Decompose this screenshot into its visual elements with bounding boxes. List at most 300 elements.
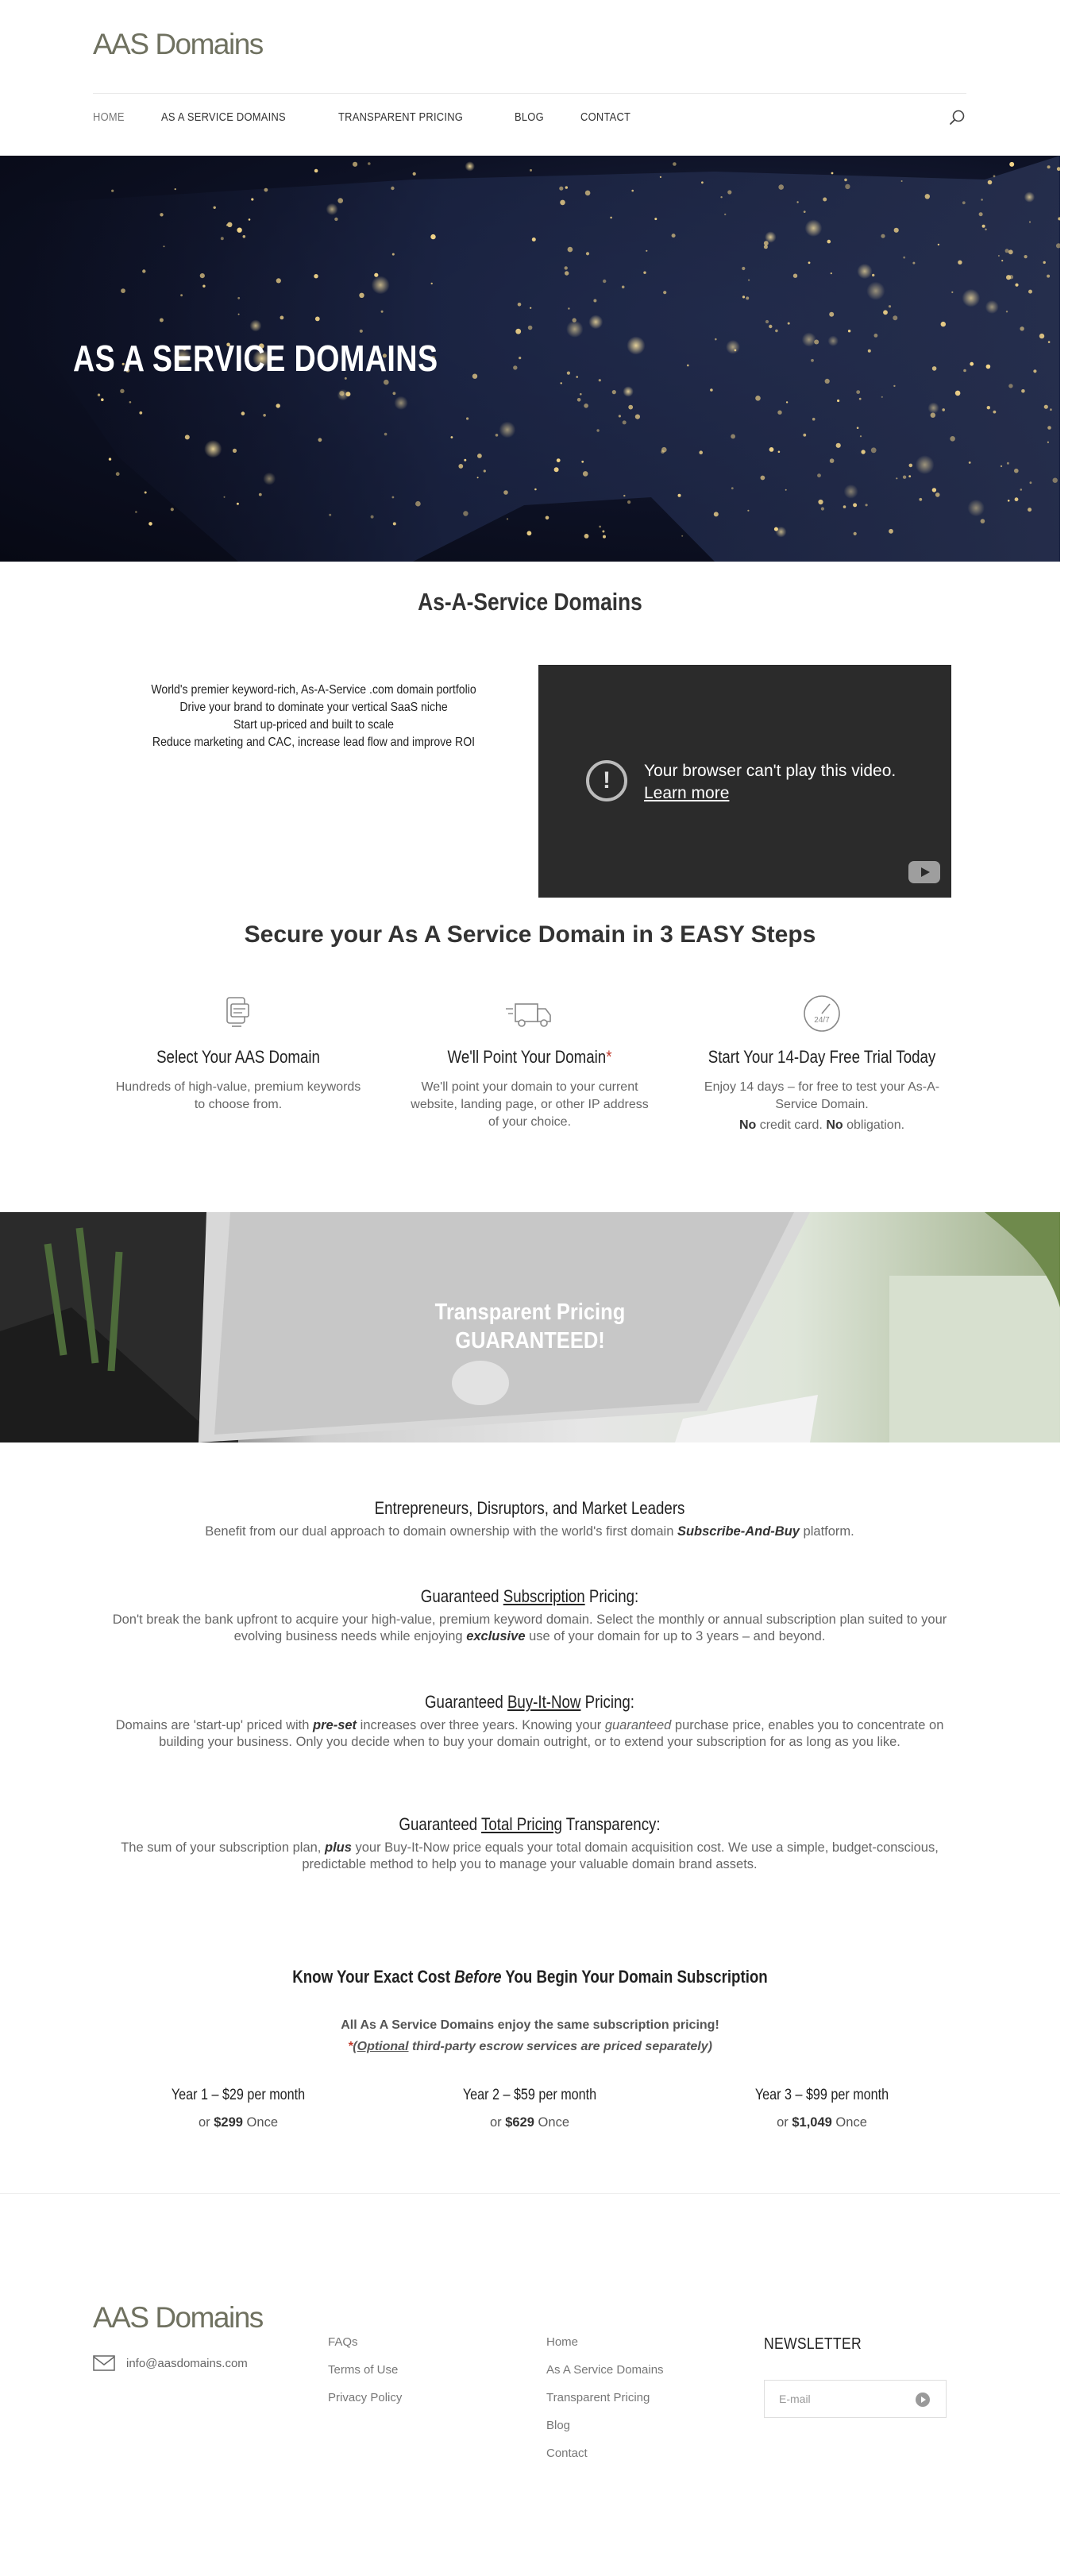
bold-no: No xyxy=(738,1118,757,1132)
tier-price-value: $299 xyxy=(214,2115,243,2130)
footer-links-legal xyxy=(328,2335,402,2419)
city-light-dot xyxy=(856,390,860,394)
delivery-truck-icon xyxy=(504,993,555,1034)
footer-divider xyxy=(0,2193,1060,2194)
intro-bullet: Reduce marketing and CAC, increase lead flow and improve ROI xyxy=(152,736,476,749)
city-light-dot xyxy=(464,459,466,462)
youtube-logo-icon[interactable] xyxy=(908,861,940,883)
city-light-dot xyxy=(919,498,922,501)
pricing-heading xyxy=(159,1586,901,1607)
footer-link-contact[interactable]: Contact xyxy=(546,2447,588,2460)
pricing-banner xyxy=(0,1212,1060,1442)
pricing-text xyxy=(93,1840,966,1873)
city-light-dot xyxy=(785,489,787,491)
city-light-dot xyxy=(415,501,421,507)
city-light-dot xyxy=(334,218,337,221)
city-light-dot xyxy=(746,296,749,299)
city-light-dot xyxy=(1001,260,1003,261)
footer-logo[interactable]: AAS Domains xyxy=(93,2301,263,2334)
video-error-text: Your browser can't play this video. xyxy=(644,762,897,780)
city-light-dot xyxy=(724,214,726,215)
city-light-dot xyxy=(742,267,745,270)
intro-bullet: Start up-priced and built to scale xyxy=(233,718,394,732)
header-divider xyxy=(93,93,966,94)
hero-title: AS A SERVICE DOMAINS xyxy=(73,338,438,379)
city-light-dot xyxy=(775,330,778,333)
city-light-dot xyxy=(585,191,591,196)
city-light-dot xyxy=(889,529,893,534)
city-light-dot xyxy=(1008,500,1010,502)
pricing-heading xyxy=(159,1692,901,1713)
city-light-dot xyxy=(1024,191,1035,202)
city-light-dot xyxy=(643,272,646,274)
steps-title: Secure your As A Service Domain in 3 EASY Steps xyxy=(244,921,816,948)
bold-no: No xyxy=(826,1118,843,1132)
optional-underlined: Optional xyxy=(357,2040,409,2053)
city-light-dot xyxy=(769,325,772,328)
city-light-dot xyxy=(603,535,606,539)
city-light-dot xyxy=(111,190,114,192)
city-light-dot xyxy=(586,252,589,255)
step-text-obligation xyxy=(687,1117,957,1134)
pricing-text-part: Don't break the bank upfront to acquire your high-value, premium keyword domain. Select the monthly or annual subscription plan suited to your evolving business needs while enjoying xyxy=(112,1612,947,1643)
city-light-dot xyxy=(942,408,945,411)
tier-once: Once xyxy=(242,2115,278,2130)
city-light-dot xyxy=(854,532,857,535)
footer-email-link[interactable]: info@aasdomains.com xyxy=(126,2356,248,2370)
tier-once: Once xyxy=(534,2115,569,2130)
city-light-dot xyxy=(264,188,268,192)
envelope-icon xyxy=(93,2355,115,2371)
footer-link-faqs[interactable]: FAQs xyxy=(328,2335,358,2349)
banner-text xyxy=(64,1298,997,1355)
city-light-dot xyxy=(623,386,633,396)
city-light-dot xyxy=(175,188,176,190)
pricing-subscription xyxy=(93,1586,966,1645)
step-select-domain xyxy=(103,993,373,1114)
city-light-dot xyxy=(584,534,589,539)
city-light-dot xyxy=(1053,478,1058,483)
city-light-dot xyxy=(1020,326,1024,330)
city-light-dot xyxy=(672,234,676,238)
city-light-dot xyxy=(619,415,621,417)
city-light-dot xyxy=(1033,369,1036,373)
city-light-dot xyxy=(593,299,596,303)
city-light-dot xyxy=(714,512,719,516)
city-light-dot xyxy=(928,403,939,414)
cost-title-part: You Begin Your Domain Subscription xyxy=(501,1967,768,1987)
city-light-dot xyxy=(635,415,640,419)
footer-link-blog[interactable]: Blog xyxy=(546,2419,571,2432)
city-light-dot xyxy=(796,201,798,203)
city-light-dot xyxy=(1028,290,1032,294)
tier-price xyxy=(703,2115,941,2130)
city-light-dot xyxy=(612,390,616,394)
step-free-trial xyxy=(687,993,957,1134)
city-light-dot xyxy=(534,489,537,491)
city-light-dot xyxy=(477,454,482,458)
city-light-dot xyxy=(413,172,416,176)
newsletter-form xyxy=(764,2380,947,2418)
city-light-dot xyxy=(903,476,906,479)
city-light-dot xyxy=(941,322,946,326)
video-error-message xyxy=(644,760,896,805)
city-light-dot xyxy=(893,315,897,320)
city-light-dot xyxy=(755,396,761,401)
tier-price-value: $1,049 xyxy=(792,2115,832,2130)
city-light-dot xyxy=(1047,275,1050,278)
city-light-dot xyxy=(1044,405,1048,409)
city-light-dot xyxy=(968,500,985,516)
city-light-dot xyxy=(843,505,846,508)
city-light-dot xyxy=(1050,408,1052,411)
newsletter-email-input[interactable] xyxy=(765,2381,908,2417)
city-light-dot xyxy=(1015,497,1019,501)
city-light-dot xyxy=(314,169,318,173)
city-light-dot xyxy=(596,429,599,431)
city-light-dot xyxy=(988,180,993,185)
city-light-dot xyxy=(803,434,806,437)
city-light-dot xyxy=(109,458,111,460)
city-light-dot xyxy=(903,257,905,259)
city-light-dot xyxy=(98,394,100,396)
city-light-dot xyxy=(1014,469,1019,473)
city-light-dot xyxy=(1043,261,1046,264)
heading-underlined: Buy-It-Now xyxy=(507,1692,581,1712)
city-light-dot xyxy=(583,471,588,477)
city-light-dot xyxy=(368,162,371,165)
alert-icon: ! xyxy=(586,760,627,801)
city-light-dot xyxy=(603,280,606,283)
city-light-dot xyxy=(1047,165,1051,168)
city-light-dot xyxy=(938,244,939,245)
city-light-dot xyxy=(233,449,237,453)
city-light-dot xyxy=(836,443,841,448)
city-light-dot xyxy=(384,380,389,385)
city-light-dot xyxy=(925,194,930,199)
city-light-dot xyxy=(472,374,477,379)
city-light-dot xyxy=(568,247,573,253)
step-asterisk: * xyxy=(606,1047,612,1067)
city-light-dot xyxy=(817,473,821,477)
city-light-dot xyxy=(982,225,985,228)
city-light-dot xyxy=(139,411,142,415)
nav-home[interactable]: HOME xyxy=(93,110,125,124)
city-light-dot xyxy=(829,312,834,317)
city-light-dot xyxy=(185,434,190,439)
city-light-dot xyxy=(981,199,983,201)
city-light-dot xyxy=(560,200,565,206)
city-light-dot xyxy=(391,187,394,190)
city-light-dot xyxy=(507,518,508,519)
city-light-dot xyxy=(1005,249,1009,253)
city-light-dot xyxy=(519,357,521,359)
city-light-dot xyxy=(145,492,147,494)
step-text: Enjoy 14 days – for free to test your As-A-Service Domain. xyxy=(704,1080,940,1111)
nav-as-a-service-domains[interactable]: AS A SERVICE DOMAINS xyxy=(161,110,287,124)
city-light-dot xyxy=(1008,384,1012,388)
footer-link-as-a-service-domains[interactable]: As A Service Domains xyxy=(546,2363,664,2377)
city-light-dot xyxy=(599,526,601,528)
city-light-dot xyxy=(764,241,769,245)
city-light-dot xyxy=(241,411,245,415)
city-light-dot xyxy=(238,314,240,315)
city-light-dot xyxy=(565,271,569,275)
city-light-dot xyxy=(916,455,935,474)
city-light-dot xyxy=(848,330,850,332)
nav-contact[interactable]: CONTACT xyxy=(580,110,631,124)
city-light-dot xyxy=(681,535,683,537)
city-light-dot xyxy=(451,436,453,438)
city-light-dot xyxy=(776,527,787,538)
city-light-dot xyxy=(827,240,831,244)
city-light-dot xyxy=(374,273,378,277)
nav-transparent-pricing[interactable]: TRANSPARENT PRICING xyxy=(337,110,463,124)
city-light-dot xyxy=(1028,508,1032,512)
cost-line-part: ( xyxy=(353,2040,357,2053)
city-light-dot xyxy=(1008,249,1013,254)
city-light-dot xyxy=(765,320,769,323)
city-light-dot xyxy=(392,496,395,499)
city-light-dot xyxy=(805,219,823,237)
pricing-text xyxy=(93,1524,966,1540)
pricing-text-part: use of your domain for up to 3 years – and beyond. xyxy=(525,1629,826,1643)
city-light-dot xyxy=(160,213,163,216)
city-light-dot xyxy=(699,450,703,454)
pricing-buy-it-now xyxy=(93,1692,966,1751)
city-light-dot xyxy=(778,184,784,190)
heading-part: Pricing: xyxy=(584,1586,639,1606)
heading-part: Guaranteed xyxy=(424,1692,507,1712)
svg-text:24/7: 24/7 xyxy=(814,1016,830,1025)
city-light-dot xyxy=(1006,311,1008,312)
banner-line-2: GUARANTEED! xyxy=(455,1328,605,1354)
city-light-dot xyxy=(559,187,563,191)
city-light-dot xyxy=(513,365,517,369)
clock-24-7-icon xyxy=(801,993,843,1034)
search-icon[interactable] xyxy=(948,108,967,127)
city-light-dot xyxy=(249,320,261,332)
city-light-dot xyxy=(431,283,433,284)
city-light-dot xyxy=(227,222,232,227)
city-light-dot xyxy=(1048,341,1051,343)
city-light-dot xyxy=(463,511,468,516)
city-light-dot xyxy=(148,522,152,526)
city-light-dot xyxy=(821,507,824,510)
city-light-dot xyxy=(735,350,737,352)
city-light-dot xyxy=(710,388,713,392)
city-light-dot xyxy=(120,389,124,393)
city-light-dot xyxy=(243,235,246,238)
city-light-dot xyxy=(121,288,125,293)
pricing-total xyxy=(93,1814,966,1873)
city-light-dot xyxy=(581,461,584,463)
city-light-dot xyxy=(499,422,516,438)
pricing-text-part: purchase price, enables you to concentrate on building your business. Only you decide when to buy your domain outright, or to extend your subscription for as long as you like. xyxy=(159,1718,944,1749)
cost-title-part: Know Your Exact Cost xyxy=(292,1967,455,1987)
city-light-dot xyxy=(142,269,145,272)
city-light-dot xyxy=(599,379,601,381)
city-light-dot xyxy=(1047,426,1051,430)
city-light-dot xyxy=(214,207,216,209)
learn-more-link[interactable]: Learn more xyxy=(644,784,730,802)
city-light-dot xyxy=(135,511,137,513)
nav-blog[interactable]: BLOG xyxy=(515,110,545,124)
city-light-dot xyxy=(465,161,475,171)
tier-price xyxy=(119,2115,357,2130)
footer-email xyxy=(93,2355,248,2371)
city-light-dot xyxy=(251,198,253,200)
city-light-dot xyxy=(627,500,630,504)
city-light-dot xyxy=(950,436,955,442)
step-text: We'll point your domain to your current website, landing page, or other IP address of your choice. xyxy=(411,1080,649,1129)
city-light-dot xyxy=(720,196,722,198)
pricing-emphasis: plus xyxy=(324,1840,352,1855)
city-light-dot xyxy=(628,405,633,410)
city-light-dot xyxy=(894,228,899,233)
city-light-dot xyxy=(622,286,625,289)
city-light-dot xyxy=(101,398,104,401)
city-light-dot xyxy=(823,198,827,202)
city-light-dot xyxy=(221,237,224,240)
city-light-dot xyxy=(580,393,582,396)
city-light-dot xyxy=(458,464,463,469)
city-light-dot xyxy=(530,169,532,172)
pricing-text-part: increases over three years. Knowing your xyxy=(357,1718,605,1732)
pricing-text-part: Benefit from our dual approach to domain ownership with the world's first domain xyxy=(205,1524,677,1539)
city-light-dot xyxy=(731,434,735,439)
step-heading xyxy=(415,1047,645,1068)
city-light-dot xyxy=(392,253,395,256)
hero-banner xyxy=(0,156,1060,562)
city-light-dot xyxy=(908,475,911,477)
city-light-dot xyxy=(568,307,569,309)
city-light-dot xyxy=(808,261,811,264)
footer-link-privacy[interactable]: Privacy Policy xyxy=(328,2391,403,2404)
tier-price xyxy=(411,2115,649,2130)
city-light-dot xyxy=(747,510,749,512)
city-light-dot xyxy=(963,369,966,373)
embedded-video-player[interactable] xyxy=(538,665,951,898)
city-light-dot xyxy=(610,217,612,219)
city-light-dot xyxy=(567,372,570,375)
city-light-dot xyxy=(588,315,603,329)
tier-or: or xyxy=(198,2115,214,2130)
city-light-dot xyxy=(769,447,774,452)
city-light-dot xyxy=(477,477,479,478)
city-light-dot xyxy=(237,503,239,505)
city-light-dot xyxy=(828,336,839,346)
cost-line-part: third-party escrow services are priced separately) xyxy=(408,2040,712,2053)
city-light-dot xyxy=(314,274,318,278)
city-light-dot xyxy=(748,280,750,281)
city-light-dot xyxy=(515,329,521,334)
heading-underlined: Subscription xyxy=(503,1586,585,1606)
city-light-dot xyxy=(979,212,983,216)
city-light-dot xyxy=(727,190,731,194)
city-light-dot xyxy=(661,450,664,454)
heading-part: Transparency: xyxy=(561,1814,661,1834)
city-light-dot xyxy=(932,488,936,492)
city-light-dot xyxy=(962,289,981,307)
city-light-dot xyxy=(576,376,578,378)
city-light-dot xyxy=(394,396,407,410)
city-light-dot xyxy=(912,262,915,265)
intro-title: As-A-Service Domains xyxy=(418,588,642,616)
city-light-dot xyxy=(360,330,363,333)
city-light-dot xyxy=(660,176,661,178)
tier-or: or xyxy=(777,2115,792,2130)
city-light-dot xyxy=(793,274,797,278)
banner-line-1: Transparent Pricing xyxy=(434,1300,626,1325)
city-light-dot xyxy=(484,469,486,472)
city-light-dot xyxy=(503,490,508,495)
city-light-dot xyxy=(329,514,331,516)
city-light-dot xyxy=(259,493,262,496)
city-light-dot xyxy=(337,198,343,203)
city-light-dot xyxy=(565,266,568,269)
city-light-dot xyxy=(909,464,913,468)
tier-heading: Year 2 – $59 per month xyxy=(462,2087,597,2103)
city-light-dot xyxy=(893,385,895,387)
cost-title-italic: Before xyxy=(454,1967,502,1987)
city-light-dot xyxy=(1006,275,1011,280)
city-light-dot xyxy=(932,366,937,371)
city-light-dot xyxy=(202,285,205,288)
city-light-dot xyxy=(249,218,251,221)
pricing-entrepreneurs xyxy=(93,1498,966,1540)
city-light-dot xyxy=(830,458,835,463)
city-light-dot xyxy=(518,303,522,307)
site-logo[interactable]: AAS Domains xyxy=(93,28,263,60)
intro-bullets xyxy=(142,682,484,751)
city-light-dot xyxy=(129,401,132,404)
city-light-dot xyxy=(237,228,241,233)
city-light-dot xyxy=(701,181,704,183)
city-light-dot xyxy=(318,438,322,442)
price-tier-year-2 xyxy=(411,2087,649,2130)
city-light-dot xyxy=(345,392,350,396)
pricing-text-part: Domains are 'start-up' priced with xyxy=(115,1718,314,1732)
city-light-dot xyxy=(631,190,634,192)
city-light-dot xyxy=(160,319,164,322)
footer-link-terms[interactable]: Terms of Use xyxy=(328,2363,399,2377)
city-light-dot xyxy=(861,450,865,454)
step-heading: Select Your AAS Domain xyxy=(156,1047,320,1067)
city-light-dot xyxy=(998,255,1000,257)
city-light-dot xyxy=(315,317,320,322)
city-light-dot xyxy=(731,487,734,489)
city-light-dot xyxy=(673,162,677,166)
cost-line-1: All As A Service Domains enjoy the same subscription pricing! xyxy=(341,2018,719,2032)
footer-link-transparent-pricing[interactable]: Transparent Pricing xyxy=(546,2391,650,2404)
city-light-dot xyxy=(802,333,816,347)
cost-line-2 xyxy=(0,2036,1060,2057)
city-light-dot xyxy=(742,295,745,298)
city-light-dot xyxy=(881,396,883,398)
pricing-heading: Entrepreneurs, Disruptors, and Market Leaders xyxy=(374,1498,685,1518)
city-light-dot xyxy=(837,400,839,402)
city-light-dot xyxy=(871,447,877,453)
city-light-dot xyxy=(845,184,850,189)
city-light-dot xyxy=(171,508,174,511)
city-light-dot xyxy=(872,274,874,276)
footer-link-home[interactable]: Home xyxy=(546,2335,579,2349)
city-light-dot xyxy=(237,297,240,299)
city-light-dot xyxy=(811,359,814,362)
tier-heading: Year 1 – $29 per month xyxy=(171,2087,306,2103)
arrow-right-icon[interactable] xyxy=(916,2393,930,2407)
